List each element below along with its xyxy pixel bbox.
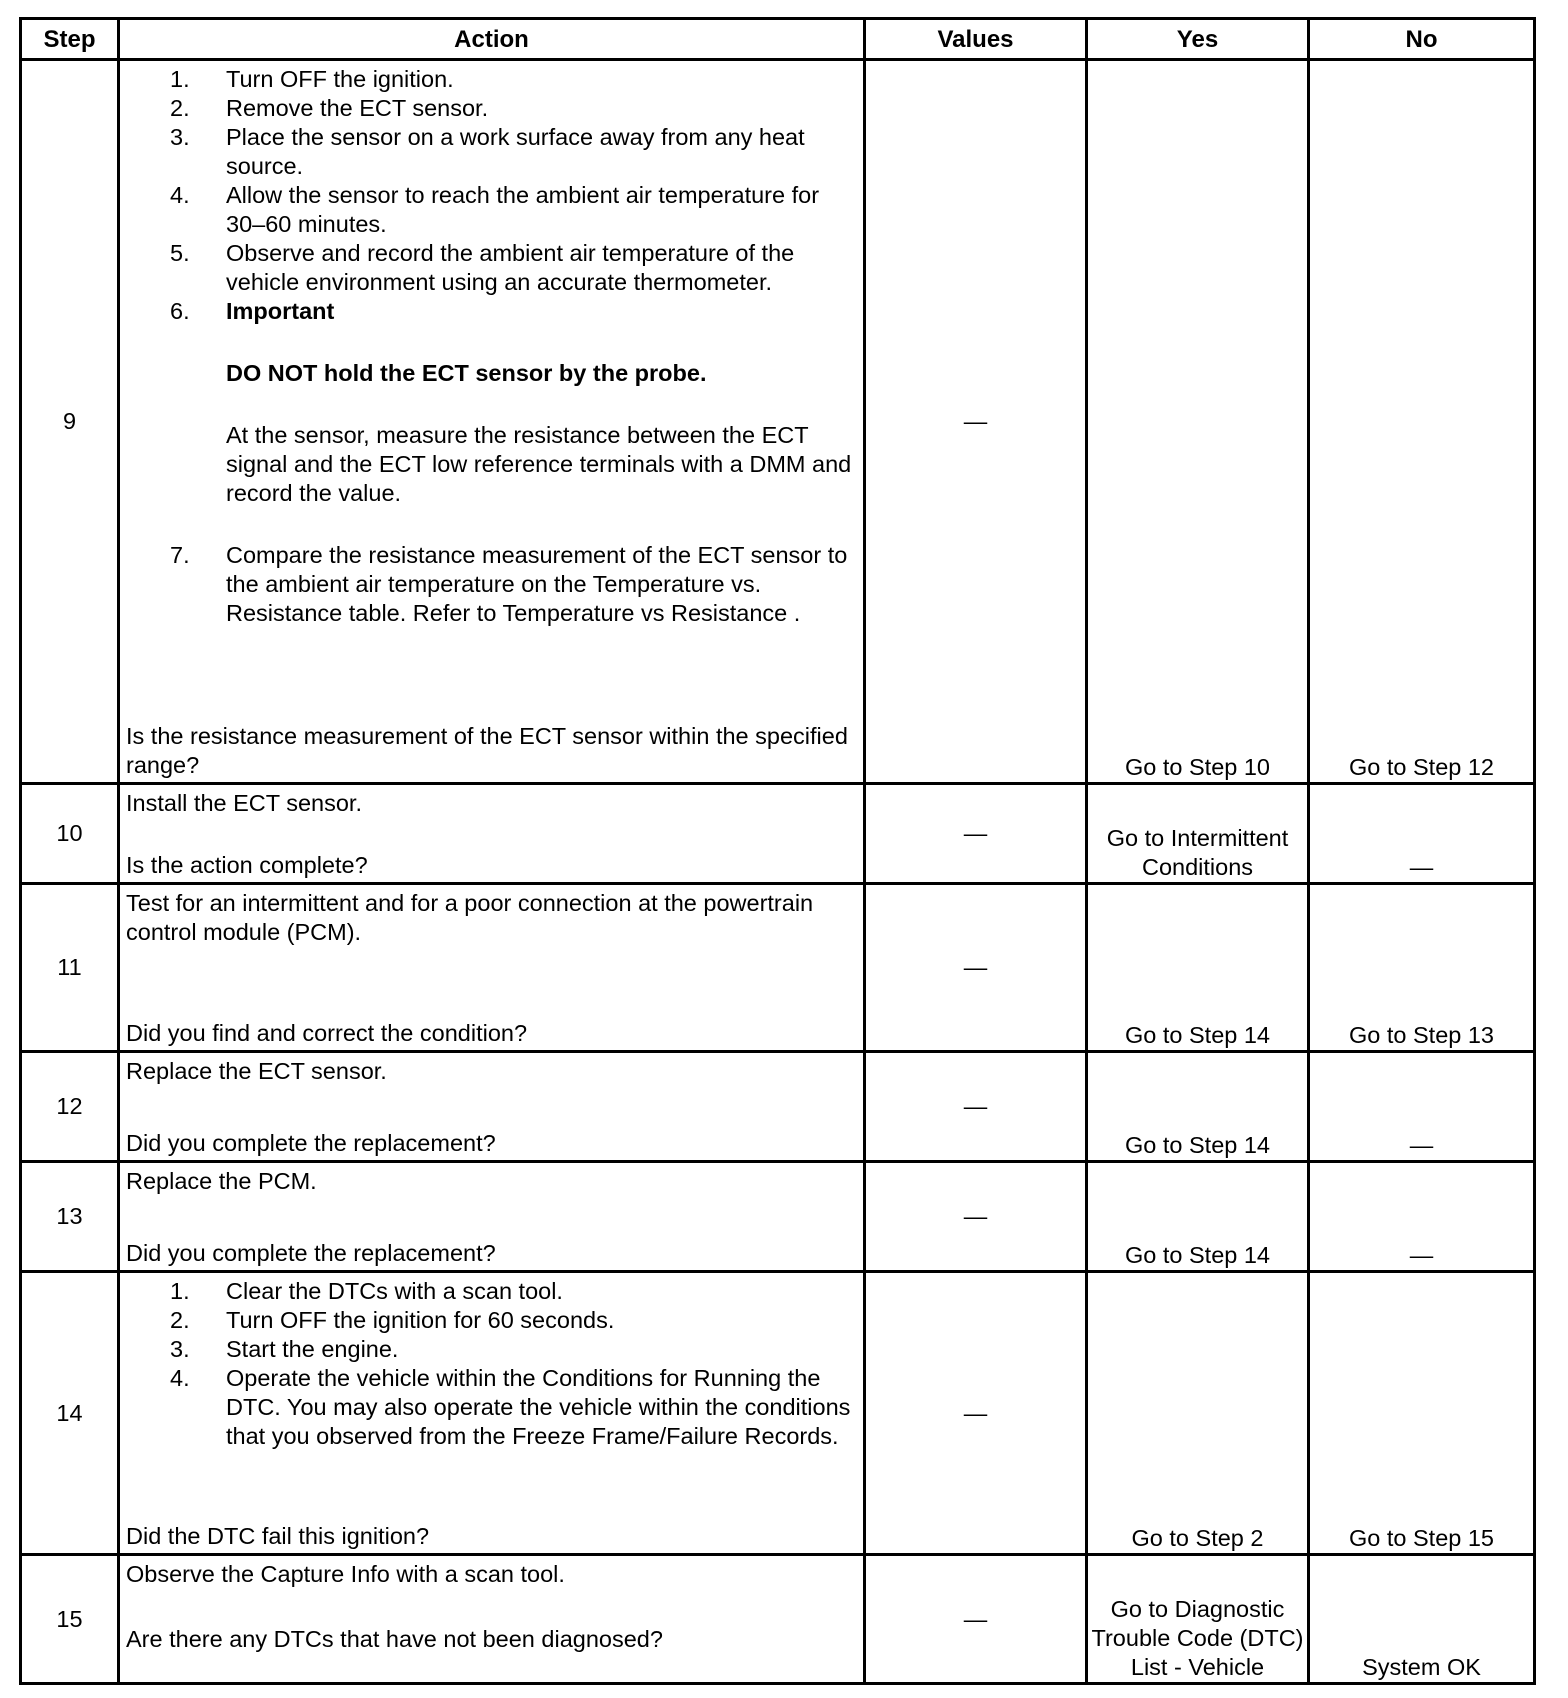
action-steps-list xyxy=(126,541,857,628)
action-question: Are there any DTCs that have not been diagnosed? xyxy=(126,1626,663,1652)
step-number: 9 xyxy=(21,60,119,784)
no-cell: — xyxy=(1309,1162,1535,1272)
header-row xyxy=(21,19,1535,60)
list-item: 6. Important xyxy=(126,297,857,326)
action-text: Replace the PCM. xyxy=(126,1168,317,1194)
action-cell xyxy=(119,1052,865,1162)
action-cell xyxy=(119,884,865,1052)
header-yes: Yes xyxy=(1087,19,1309,60)
action-question: Is the resistance measurement of the ECT sensor within the specified range? xyxy=(126,723,848,778)
list-item: 1. Turn OFF the ignition. xyxy=(170,66,454,92)
action-question: Did the DTC fail this ignition? xyxy=(126,1523,430,1549)
no-cell: System OK xyxy=(1309,1555,1535,1684)
action-text: Observe the Capture Info with a scan tool. xyxy=(126,1561,565,1587)
action-cell xyxy=(119,1555,865,1684)
header-values: Values xyxy=(865,19,1087,60)
action-question: Is the action complete? xyxy=(126,852,368,878)
table-row xyxy=(21,784,1535,884)
yes-link[interactable]: Go to Step 10 xyxy=(1087,60,1309,784)
list-item: 2. Turn OFF the ignition for 60 seconds. xyxy=(170,1307,615,1333)
values-cell: — xyxy=(865,784,1087,884)
list-item: 1. Clear the DTCs with a scan tool. xyxy=(170,1278,563,1304)
action-text: Replace the ECT sensor. xyxy=(126,1058,387,1084)
values-cell: — xyxy=(865,884,1087,1052)
list-item: 3. Place the sensor on a work surface away from any heat source. xyxy=(170,124,805,179)
yes-link[interactable]: Go to Intermittent Conditions xyxy=(1087,784,1309,884)
action-question: Did you complete the replacement? xyxy=(126,1130,496,1156)
step-number: 12 xyxy=(21,1052,119,1162)
yes-link[interactable]: Go to Diagnostic Trouble Code (DTC) List - Vehicle xyxy=(1087,1555,1309,1684)
values-cell: — xyxy=(865,1272,1087,1555)
header-no: No xyxy=(1309,19,1535,60)
diagnostic-table xyxy=(19,17,1536,1685)
action-cell xyxy=(119,1272,865,1555)
list-item: 5. Observe and record the ambient air temperature of the vehicle environment using an accurate thermometer. xyxy=(170,240,795,295)
action-steps-list xyxy=(126,1277,857,1451)
table-row xyxy=(21,60,1535,784)
step-number: 15 xyxy=(21,1555,119,1684)
no-link[interactable]: Go to Step 13 xyxy=(1309,884,1535,1052)
list-item: 3. Start the engine. xyxy=(170,1336,399,1362)
action-cell xyxy=(119,1162,865,1272)
no-link[interactable]: Go to Step 12 xyxy=(1309,60,1535,784)
values-cell: — xyxy=(865,60,1087,784)
action-text: Install the ECT sensor. xyxy=(126,790,362,816)
action-cell xyxy=(119,784,865,884)
action-cell xyxy=(119,60,865,784)
table-row xyxy=(21,1272,1535,1555)
no-cell: — xyxy=(1309,784,1535,884)
important-note: DO NOT hold the ECT sensor by the probe. xyxy=(226,360,707,386)
values-cell: — xyxy=(865,1555,1087,1684)
table-row xyxy=(21,1162,1535,1272)
action-steps-list xyxy=(126,65,857,326)
values-cell: — xyxy=(865,1162,1087,1272)
yes-link[interactable]: Go to Step 14 xyxy=(1087,1052,1309,1162)
values-cell: — xyxy=(865,1052,1087,1162)
action-question: Did you complete the replacement? xyxy=(126,1240,496,1266)
list-item: 4. Operate the vehicle within the Conditions for Running the DTC. You may also operate the vehicle within the conditions that you observed from the Freeze Frame/Failure Records. xyxy=(170,1365,851,1449)
no-cell: — xyxy=(1309,1052,1535,1162)
measure-instruction: At the sensor, measure the resistance between the ECT signal and the ECT low reference terminals with a DMM and record the value. xyxy=(226,422,852,506)
yes-link[interactable]: Go to Step 2 xyxy=(1087,1272,1309,1555)
action-question: Did you find and correct the condition? xyxy=(126,1020,528,1046)
step-number: 10 xyxy=(21,784,119,884)
table-row xyxy=(21,1052,1535,1162)
no-link[interactable]: Go to Step 15 xyxy=(1309,1272,1535,1555)
action-text: Test for an intermittent and for a poor connection at the powertrain control module (PCM). xyxy=(126,890,814,945)
table-row xyxy=(21,884,1535,1052)
list-item: 7. Compare the resistance measurement of the ECT sensor to the ambient air temperature on the Temperature vs. Resistance table. Refer to Temperature vs Resistance . xyxy=(170,542,848,626)
yes-link[interactable]: Go to Step 14 xyxy=(1087,884,1309,1052)
header-step: Step xyxy=(21,19,119,60)
important-label: Important xyxy=(226,298,335,324)
list-item: 2. Remove the ECT sensor. xyxy=(170,95,489,121)
table-row xyxy=(21,1555,1535,1684)
yes-link[interactable]: Go to Step 14 xyxy=(1087,1162,1309,1272)
step-number: 13 xyxy=(21,1162,119,1272)
header-action: Action xyxy=(119,19,865,60)
list-item: 4. Allow the sensor to reach the ambient air temperature for 30–60 minutes. xyxy=(170,182,820,237)
step-number: 14 xyxy=(21,1272,119,1555)
step-number: 11 xyxy=(21,884,119,1052)
